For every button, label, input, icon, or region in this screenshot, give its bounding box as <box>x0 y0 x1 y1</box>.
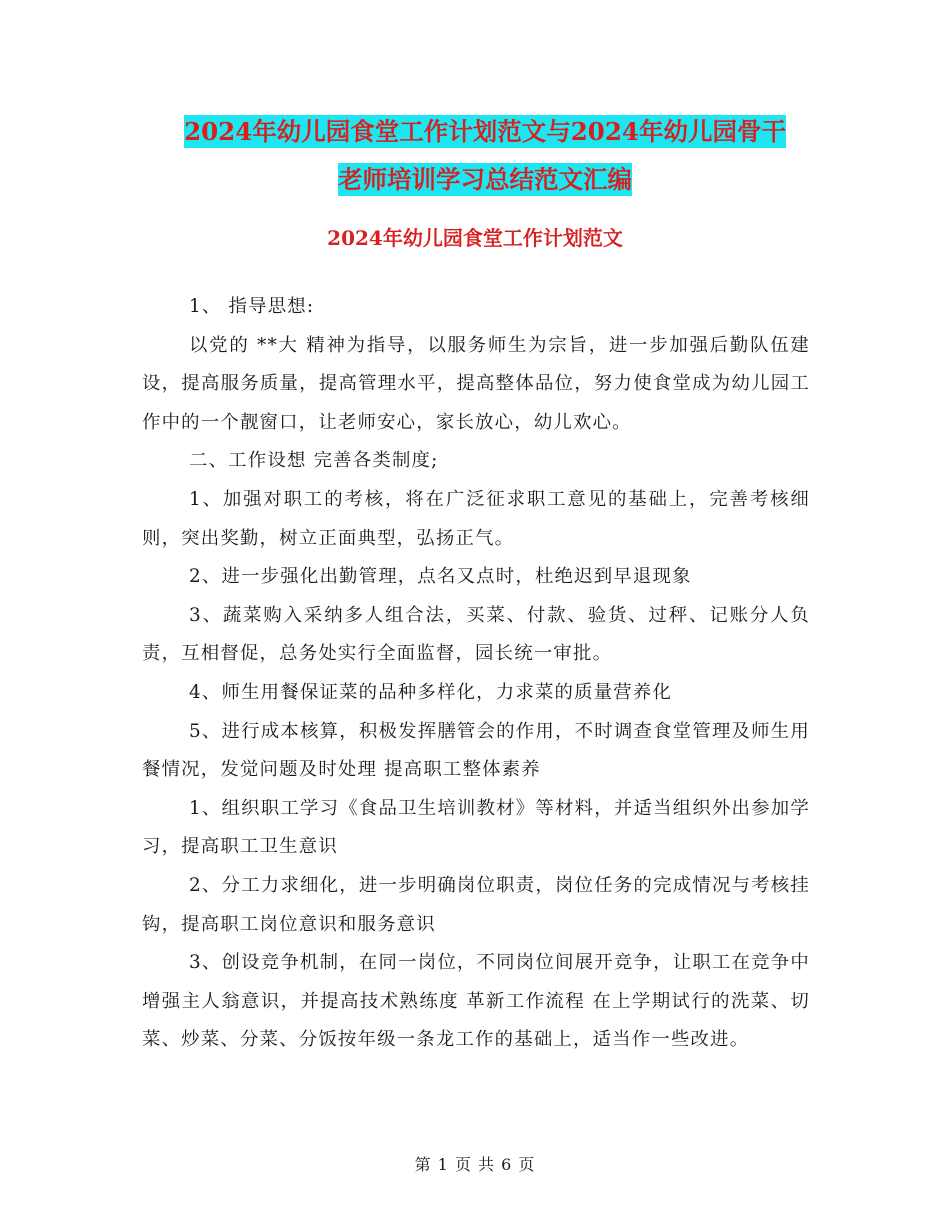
paragraph: 以党的 **大 精神为指导，以服务师生为宗旨，进一步加强后勤队伍建设，提高服务质量，提高管理水平，提高整体品位，努力使食堂成为幼儿园工作中的一个靓窗口，让老师安心，家长放心，幼儿欢心。 <box>142 334 810 433</box>
paragraph: 1、加强对职工的考核，将在广泛征求职工意见的基础上，完善考核细则，突出奖勤，树立正面典型，弘扬正气。 <box>142 488 810 549</box>
paragraph: 3、创设竞争机制，在同一岗位，不同岗位间展开竞争，让职工在竞争中增强主人翁意识，并提高技术熟练度 革新工作流程 在上学期试行的洗菜、切菜、炒菜、分菜、分饭按年级一条龙工作的基础上，适当作一些改进。 <box>142 952 810 1051</box>
paragraph: 4、师生用餐保证菜的品种多样化，力求菜的质量营养化 <box>189 681 673 703</box>
document-body <box>142 288 810 1060</box>
paragraph: 2、进一步强化出勤管理，点名又点时，杜绝迟到早退现象 <box>189 566 692 588</box>
paragraph: 1、 指导思想: <box>189 296 315 317</box>
page-footer: 第 1 页 共 6 页 <box>414 1155 536 1174</box>
paragraph: 二、工作设想 完善各类制度; <box>189 450 439 472</box>
paragraph: 3、蔬菜购入采纳多人组合法，买菜、付款、验货、过秤、记账分人负责，互相督促，总务处实行全面监督，园长统一审批。 <box>142 604 810 665</box>
document-title <box>140 108 830 204</box>
document-title-line-2: 老师培训学习总结范文汇编 <box>338 165 632 194</box>
paragraph: 2、分工力求细化，进一步明确岗位职责，岗位任务的完成情况与考核挂钩，提高职工岗位意识和服务意识 <box>142 874 810 935</box>
document-title-line-1: 2024年幼儿园食堂工作计划范文与2024年幼儿园骨干 <box>184 117 786 146</box>
paragraph: 5、进行成本核算，积极发挥膳管会的作用，不时调查食堂管理及师生用餐情况，发觉问题及时处理 提高职工整体素养 <box>142 720 810 781</box>
section-title: 2024年幼儿园食堂工作计划范文 <box>327 226 623 250</box>
paragraph: 1、组织职工学习《食品卫生培训教材》等材料，并适当组织外出参加学习，提高职工卫生意识 <box>142 797 810 858</box>
